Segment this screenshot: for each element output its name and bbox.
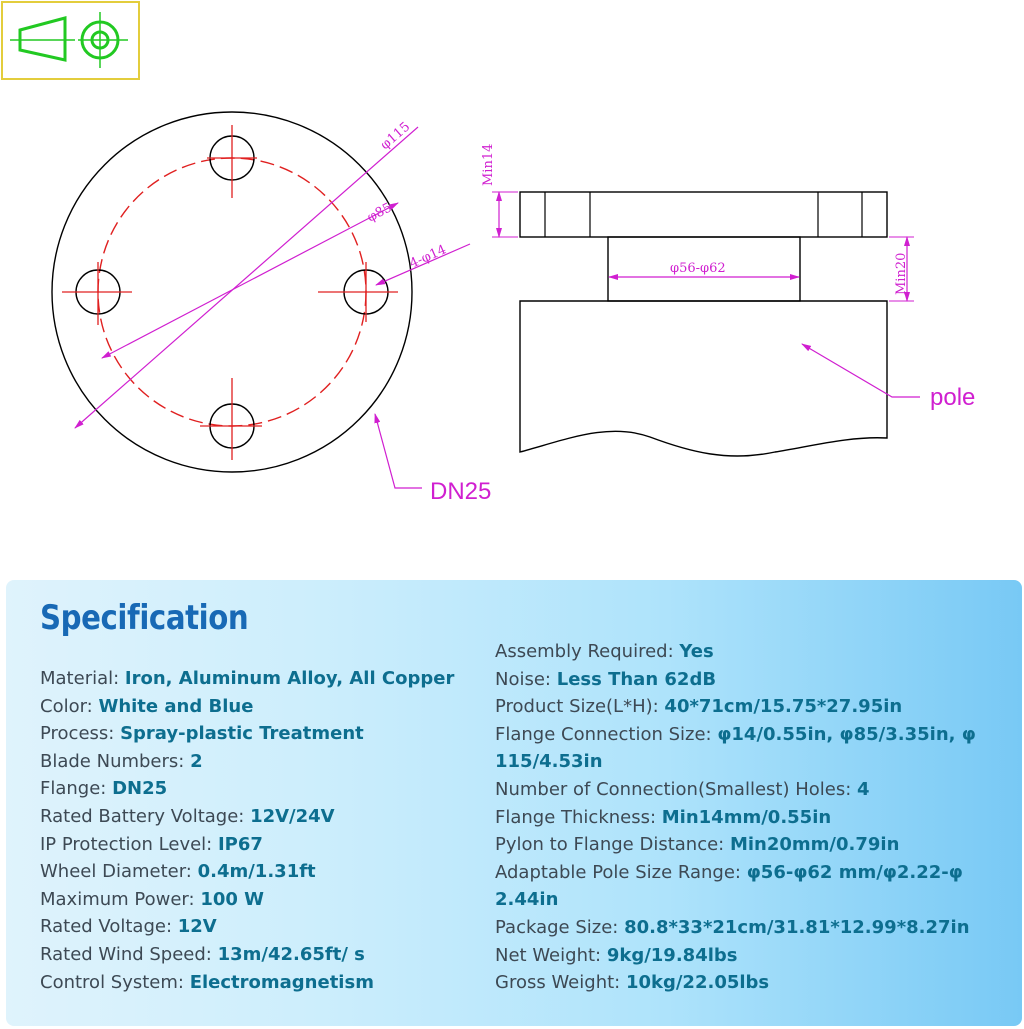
spec-label: Maximum Power: <box>40 888 201 910</box>
spec-value: 4 <box>857 778 870 800</box>
callout-pole-label: pole <box>930 384 976 411</box>
spec-value: DN25 <box>112 778 168 800</box>
spec-label: Color: <box>40 695 99 717</box>
spec-row <box>495 721 995 776</box>
label-d85: φ85 <box>364 200 395 226</box>
spec-value: Min14mm/0.55in <box>661 806 832 828</box>
spec-row <box>495 831 995 859</box>
spec-value: 0.4m/1.31ft <box>197 861 316 883</box>
spec-label: Net Weight: <box>495 944 607 966</box>
spec-value: Spray-plastic Treatment <box>120 723 364 745</box>
bolt-hole <box>207 125 257 198</box>
spec-value: 100 W <box>200 888 265 910</box>
spec-value: Less Than 62dB <box>556 668 717 690</box>
spec-row <box>40 941 490 969</box>
spec-label: Assembly Required: <box>495 641 680 662</box>
spec-row <box>495 638 995 666</box>
spec-row <box>495 942 995 970</box>
spec-label: Rated Battery Voltage: <box>40 805 251 827</box>
callout-flange-label: DN25 <box>430 478 492 505</box>
spec-row <box>40 969 490 997</box>
spec-label: Control System: <box>40 971 190 993</box>
spec-label: Wheel Diameter: <box>40 861 198 883</box>
spec-row <box>40 858 490 886</box>
flange-side-view <box>520 192 887 456</box>
spec-row <box>495 693 995 721</box>
dimension-min14 <box>481 144 518 237</box>
spec-label: Adaptable Pole Size Range: <box>495 861 747 883</box>
spec-value: 10kg/22.05lbs <box>625 972 770 994</box>
spec-list-right <box>495 638 995 997</box>
dimension-pole-range <box>609 261 799 277</box>
spec-value: 9kg/19.84lbs <box>606 944 738 966</box>
spec-row <box>40 913 490 941</box>
spec-value: Min20mm/0.79in <box>729 834 900 856</box>
dimension-min20 <box>889 237 914 301</box>
projection-symbol-icon <box>2 2 139 79</box>
spec-row <box>40 831 490 859</box>
spec-value: Electromagnetism <box>189 971 374 993</box>
spec-label: Rated Wind Speed: <box>40 943 218 965</box>
spec-value: φ56-φ62 mm/φ2.22-φ 2.44in <box>495 861 963 911</box>
spec-value: 2 <box>190 750 203 772</box>
spec-label: Gross Weight: <box>495 972 626 994</box>
bolt-hole <box>200 378 262 460</box>
label-d115: φ115 <box>377 119 414 154</box>
bolt-hole <box>318 262 398 322</box>
spec-label: Number of Connection(Smallest) Holes: <box>495 778 858 800</box>
spec-row <box>495 666 995 694</box>
label-pole-range: φ56-φ62 <box>670 261 726 276</box>
spec-value: 12V <box>177 916 217 938</box>
spec-label: Noise: <box>495 668 557 690</box>
spec-value: White and Blue <box>98 695 254 717</box>
spec-row <box>40 803 490 831</box>
spec-row <box>40 693 490 721</box>
spec-row <box>495 804 995 832</box>
callout-pole <box>802 344 975 411</box>
spec-label: Package Size: <box>495 916 625 938</box>
label-min14: Min14 <box>481 143 496 186</box>
spec-label: Product Size(L*H): <box>495 696 665 718</box>
spec-value: 80.8*33*21cm/31.81*12.99*8.27in <box>624 916 970 938</box>
spec-value: 12V/24V <box>250 805 335 827</box>
spec-row <box>495 914 995 942</box>
dimension-d85 <box>102 200 398 358</box>
spec-value: 40*71cm/15.75*27.95in <box>664 696 903 718</box>
spec-label: Flange Connection Size: <box>495 723 718 745</box>
spec-value: 13m/42.65ft/ s <box>217 943 365 965</box>
spec-label: Flange Thickness: <box>495 806 662 828</box>
spec-list-left <box>40 665 490 996</box>
spec-label: Pylon to Flange Distance: <box>495 834 730 856</box>
label-min20: Min20 <box>894 252 909 295</box>
spec-label: Blade Numbers: <box>40 750 191 772</box>
spec-row <box>40 720 490 748</box>
spec-row <box>495 776 995 804</box>
spec-row <box>40 886 490 914</box>
spec-label: Rated Voltage: <box>40 916 178 938</box>
spec-row <box>40 665 490 693</box>
spec-label: Flange: <box>40 778 113 800</box>
spec-row <box>40 775 490 803</box>
specification-title: Specification <box>40 598 249 638</box>
spec-value: φ14/0.55in, φ85/3.35in, φ 115/4.53in <box>495 723 976 773</box>
spec-value: Yes <box>679 641 714 662</box>
spec-row <box>495 859 995 914</box>
spec-row <box>40 748 490 776</box>
dimension-holes <box>376 242 470 285</box>
spec-label: Material: <box>40 668 125 689</box>
spec-row <box>495 969 995 997</box>
label-holes: 4-φ14 <box>407 242 449 272</box>
spec-label: Process: <box>40 723 121 745</box>
spec-label: IP Protection Level: <box>40 833 218 855</box>
flange-top-view <box>52 112 412 472</box>
spec-value: Iron, Aluminum Alloy, All Copper <box>124 668 455 689</box>
callout-flange <box>375 414 491 505</box>
spec-value: IP67 <box>217 833 263 855</box>
bolt-hole <box>62 262 132 325</box>
